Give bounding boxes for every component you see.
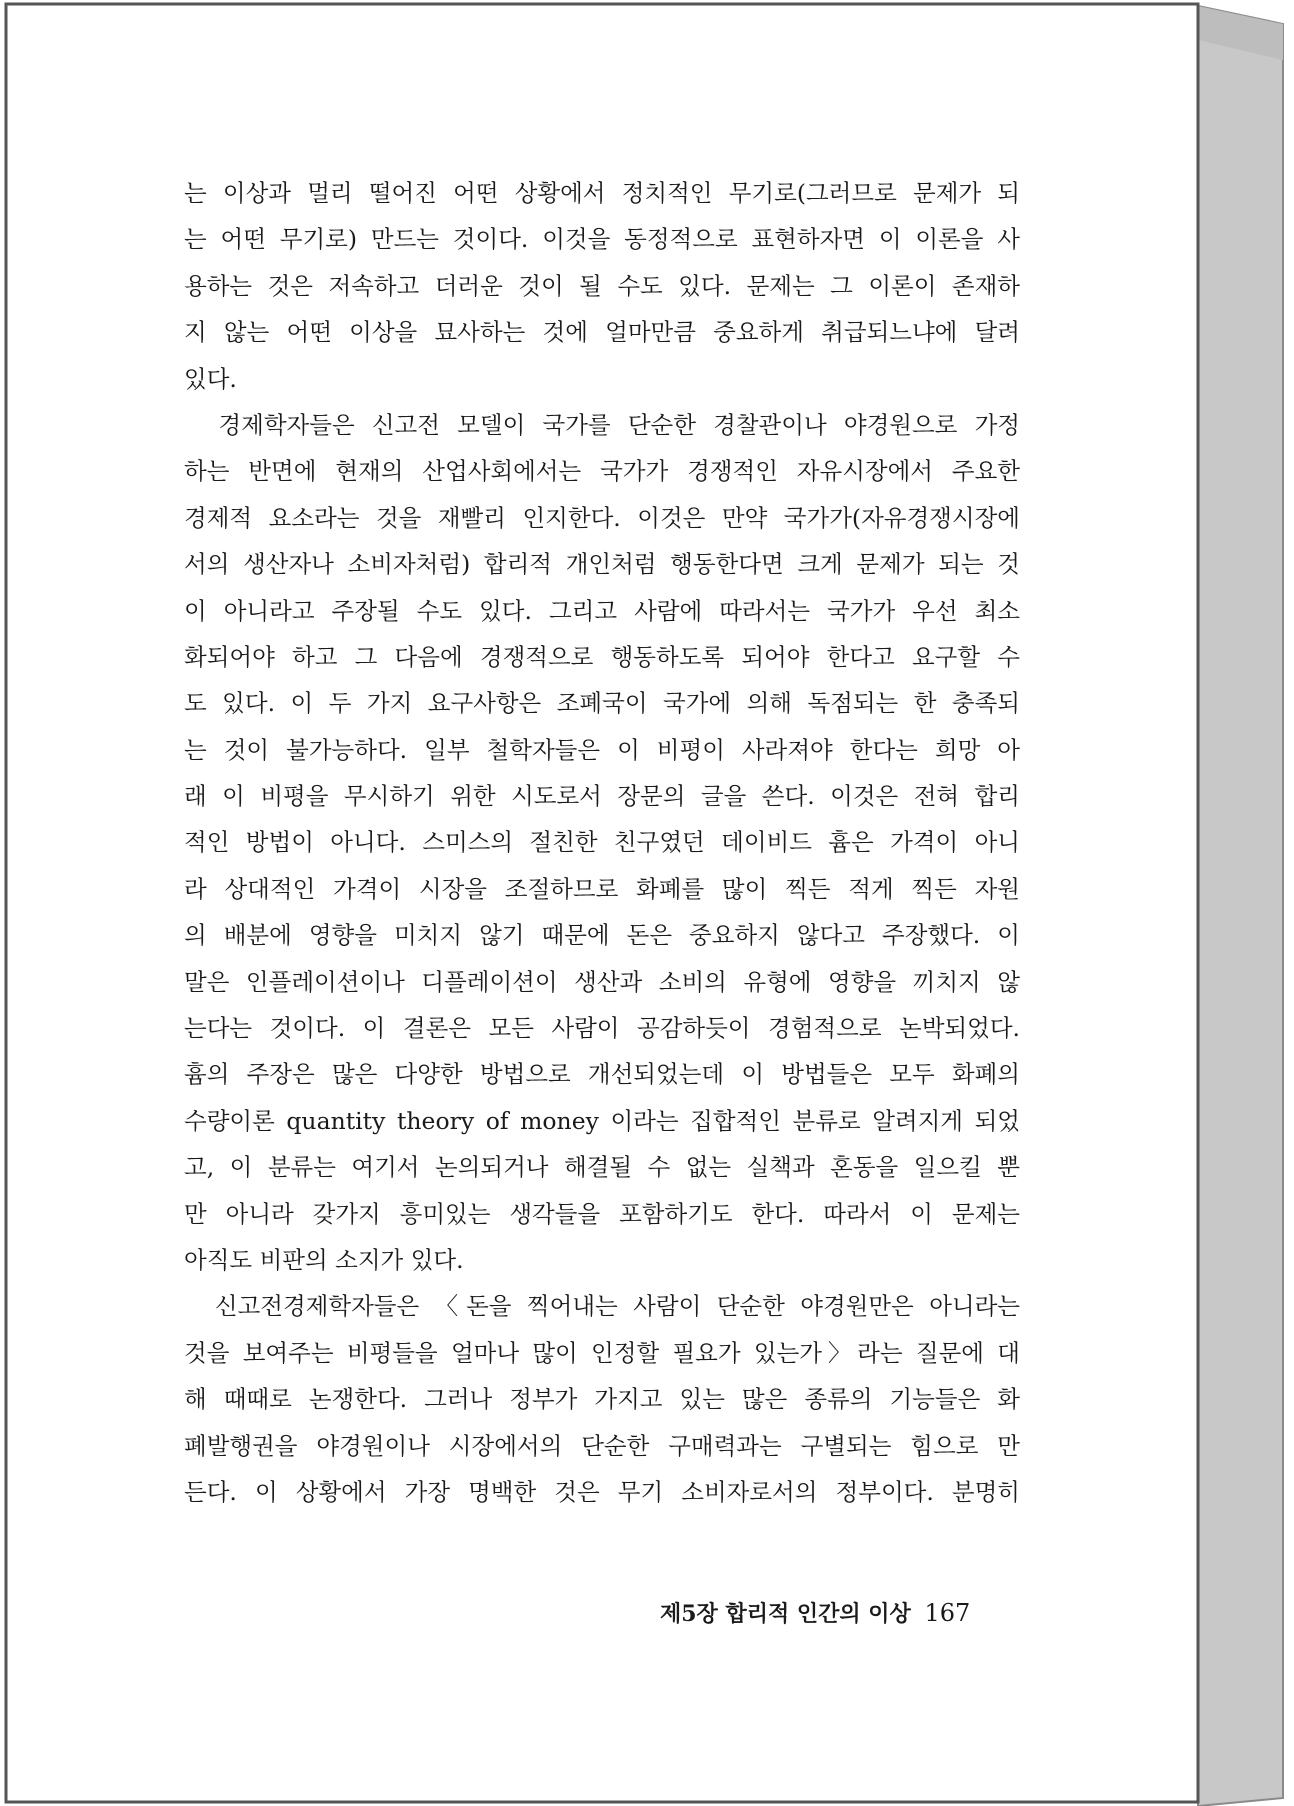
text-line: 화되어야 하고 그 다음에 경쟁적으로 행동하도록 되어야 한다고 요구할 수 bbox=[184, 642, 1020, 671]
text-line: 말은 인플레이션이나 디플레이션이 생산과 소비의 유형에 영향을 끼치지 않 bbox=[184, 967, 1020, 996]
text-line: 수량이론 quantity theory of money 이라는 집합적인 분류로 알려지게 되었 bbox=[184, 1106, 1020, 1135]
text-line: 서의 생산자나 소비자처럼) 합리적 개인처럼 행동한다면 크게 문제가 되는 것 bbox=[184, 550, 1020, 579]
text-line: 는 것이 불가능하다. 일부 철학자들은 이 비평이 사라져야 한다는 희망 아 bbox=[184, 735, 1020, 764]
text-line: 폐발행권을 야경원이나 시장에서의 단순한 구매력과는 구별되는 힘으로 만 bbox=[184, 1431, 1020, 1460]
page-number: 167 bbox=[924, 1599, 971, 1627]
text-line: 는 이상과 멀리 떨어진 어떤 상황에서 정치적인 무기로(그러므로 문제가 되 bbox=[184, 179, 1020, 207]
text-line: 경제적 요소라는 것을 재빨리 인지한다. 이것은 만약 국가가(자유경쟁시장에 bbox=[184, 503, 1020, 532]
text-line: 이 아니라고 주장될 수도 있다. 그리고 사람에 따라서는 국가가 우선 최소 bbox=[184, 596, 1020, 625]
text-line: 흄의 주장은 많은 다양한 방법으로 개선되었는데 이 방법들은 모두 화폐의 bbox=[184, 1060, 1020, 1089]
chapter-title: 제5장 합리적 인간의 이상 bbox=[660, 1601, 911, 1627]
text-line: 는 어떤 무기로) 만드는 것이다. 이것을 동정적으로 표현하자면 이 이론을 사 bbox=[184, 225, 1020, 254]
text-line: 있다. bbox=[184, 364, 237, 393]
text-line: 적인 방법이 아니다. 스미스의 절친한 친구였던 데이비드 흄은 가격이 아니 bbox=[184, 828, 1020, 857]
text-line: 라 상대적인 가격이 시장을 조절하므로 화폐를 많이 찍든 적게 찍든 자원 bbox=[184, 874, 1020, 903]
text-line: 경제학자들은 신고전 모델이 국가를 단순한 경찰관이나 야경원으로 가정 bbox=[184, 410, 1020, 439]
text-line: 만 아니라 갖가지 흥미있는 생각들을 포함하기도 한다. 따라서 이 문제는 bbox=[184, 1199, 1020, 1228]
text-line: 는다는 것이다. 이 결론은 모든 사람이 공감하듯이 경험적으로 논박되었다. bbox=[184, 1014, 1020, 1043]
text-line: 지 않는 어떤 이상을 묘사하는 것에 얼마만큼 중요하게 취급되느냐에 달려 bbox=[184, 318, 1020, 347]
text-line: 래 이 비평을 무시하기 위한 시도로서 장문의 글을 쓴다. 이것은 전혀 합리 bbox=[184, 782, 1020, 811]
text-line: 신고전경제학자들은 〈돈을 찍어내는 사람이 단순한 야경원만은 아니라는 bbox=[184, 1292, 1020, 1321]
text-line: 용하는 것은 저속하고 더러운 것이 될 수도 있다. 문제는 그 이론이 존재하 bbox=[184, 271, 1020, 300]
text-line: 것을 보여주는 비평들을 얼마나 많이 인정할 필요가 있는가〉라는 질문에 대 bbox=[184, 1338, 1020, 1367]
page-footer bbox=[660, 1593, 990, 1633]
text-line: 도 있다. 이 두 가지 요구사항은 조폐국이 국가에 의해 독점되는 한 충족되 bbox=[184, 689, 1020, 718]
body-text bbox=[184, 170, 1020, 1515]
text-line: 의 배분에 영향을 미치지 않기 때문에 돈은 중요하지 않다고 주장했다. 이 bbox=[184, 921, 1020, 950]
text-line: 든다. 이 상황에서 가장 명백한 것은 무기 소비자로서의 정부이다. 분명히 bbox=[184, 1477, 1020, 1506]
text-line: 고, 이 분류는 여기서 논의되거나 해결될 수 없는 실책과 혼동을 일으킬 뿐 bbox=[184, 1153, 1020, 1182]
text-line: 아직도 비판의 소지가 있다. bbox=[184, 1245, 464, 1274]
text-line: 하는 반면에 현재의 산업사회에서는 국가가 경쟁적인 자유시장에서 주요한 bbox=[184, 457, 1020, 486]
text-line: 해 때때로 논쟁한다. 그러나 정부가 가지고 있는 많은 종류의 기능들은 화 bbox=[184, 1385, 1020, 1414]
